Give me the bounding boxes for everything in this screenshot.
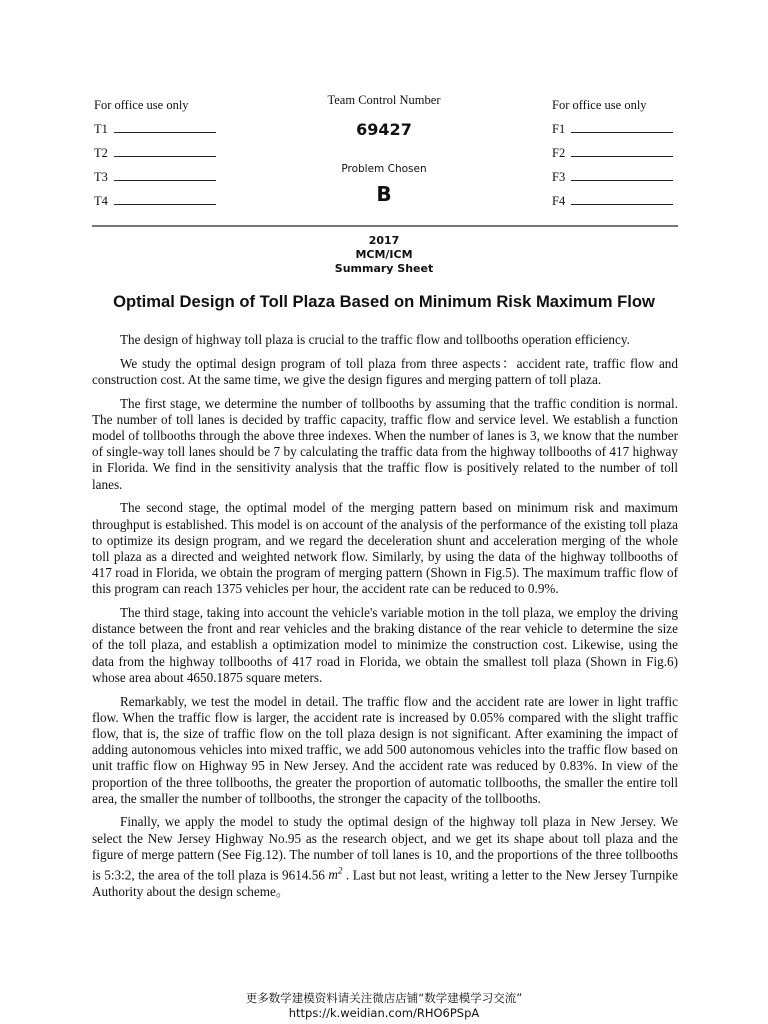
field-t3 <box>94 169 216 185</box>
paragraph-third-stage: The third stage, taking into account the vehicle's variable motion in the toll plaza, we employ the driving distance between the front and rear vehicles and the braking distance of the rear vehicle to determine the size of the toll plaza, and establish a optimization model to minimize the construction cost. Likewise, using the data from the highway tollbooths of 417 road in Florida, we obtain the smallest toll plaza (Shown in Fig.6) whose area about 4650.1875 square meters. <box>92 605 678 685</box>
field-t1-blank <box>114 121 216 133</box>
field-t1-label: T1 <box>94 122 108 136</box>
field-t2-label: T2 <box>94 146 108 160</box>
footer-promo-text: 更多数学建模资料请关注微店店铺“数学建模学习交流” <box>245 991 523 1005</box>
paragraph-conclusion <box>92 814 678 899</box>
field-t4-label: T4 <box>94 194 108 208</box>
field-f2-label: F2 <box>552 146 566 160</box>
paragraph-intro: The design of highway toll plaza is crucial to the traffic flow and tollbooths operation efficiency. <box>120 332 630 347</box>
field-t3-label: T3 <box>94 170 108 184</box>
field-t2 <box>94 145 216 161</box>
field-f4-blank <box>571 193 673 205</box>
field-f3-label: F3 <box>552 170 566 184</box>
area-unit-base: m <box>328 867 338 883</box>
area-unit-exponent: 2 <box>337 866 343 877</box>
contest-name: MCM/ICM <box>355 248 413 261</box>
field-t3-blank <box>114 169 216 181</box>
field-t4-blank <box>114 193 216 205</box>
footer-url[interactable]: https://k.weidian.com/RHO6PSpA <box>288 1006 480 1020</box>
field-f1-label: F1 <box>552 122 566 136</box>
problem-chosen-value: B <box>376 182 392 206</box>
contest-year: 2017 <box>368 234 400 247</box>
field-f3-blank <box>571 169 673 181</box>
paper-title: Optimal Design of Toll Plaza Based on Minimum Risk Maximum Flow <box>113 292 655 311</box>
left-office-title: For office use only <box>94 98 189 112</box>
field-f4 <box>552 193 673 209</box>
sheet-name: Summary Sheet <box>334 262 434 275</box>
field-f4-label: F4 <box>552 194 566 208</box>
paragraph-model-test: Remarkably, we test the model in detail. The traffic flow and the accident rate are lower in light traffic flow. When the traffic flow is larger, the accident rate is increased by 0.05% compared with the slight traffic flow, that is, the size of traffic flow on the toll plaza design is not significant. After examining the impact of adding autonomous vehicles into mixed traffic, we add 500 autonomous vehicles into the traffic flow based on unit traffic flow on Highway 95 in New Jersey. And the accident rate was reduced by 0.83%. In view of the proportion of the three tollbooths, the greater the proportion of automatic tollbooths, the smaller the entire toll area, the smaller the number of tollbooths, the stronger the capacity of the tollbooths. <box>92 693 678 806</box>
field-f3 <box>552 169 673 185</box>
team-control-label: Team Control Number <box>327 93 441 107</box>
conclusion-text-after: . Last but not least, writing a letter to the New Jersey Turnpike Authority about the design scheme。 <box>92 867 678 899</box>
summary-sheet-heading <box>0 234 768 276</box>
right-office-block <box>552 98 673 209</box>
problem-chosen-label: Problem Chosen <box>341 163 427 175</box>
area-unit <box>328 867 342 882</box>
field-f1 <box>552 121 673 137</box>
header-divider <box>92 225 678 227</box>
left-office-block <box>94 98 216 209</box>
paragraph-aspects: We study the optimal design program of toll plaza from three aspects：accident rate, traffic flow and construction cost. At the same time, we give the design figures and merging pattern of toll plaza. <box>92 355 678 387</box>
summary-body <box>92 332 678 907</box>
paragraph-first-stage: The first stage, we determine the number of tollbooths by assuming that the traffic condition is normal. The number of toll lanes is decided by traffic capacity, traffic flow and service level. We establish a function model of tollbooths through the above three indexes. When the number of lanes is 3, we know that the number of single-way toll lanes should be 7 by calculating the traffic data from the highway tollbooths of 417 highway in Florida. We find in the sensitivity analysis that the traffic flow is positively related to the number of toll lanes. <box>92 395 678 492</box>
right-office-title: For office use only <box>552 98 647 112</box>
field-t4 <box>94 193 216 209</box>
paragraph-second-stage: The second stage, the optimal model of the merging pattern based on minimum risk and maximum throughput is established. This model is on account of the analysis of the performance of the existing toll plaza to optimize its design program, and we regard the deceleration shunt and acceleration merging of the whole toll plaza as a directed and weighted network flow. Similarly, by using the data of the highway tollbooths of 417 road in Florida, we obtain the program of merging pattern (Shown in Fig.5). The maximum traffic flow of this program can reach 1375 vehicles per hour, the accident rate can be reduced to 0.9%. <box>92 500 678 597</box>
page-footer <box>0 991 768 1021</box>
conclusion-text-before: Finally, we apply the model to study the optimal design of the highway toll plaza in New Jersey. We select the New Jersey Highway No.95 as the research object, and we get its shape about toll plaza and the figure of merge pattern (See Fig.12). The number of toll lanes is 10, and the proportions of the three tollbooths is 5:3:2, the area of the toll plaza is 9614.56 <box>92 814 678 883</box>
field-t2-blank <box>114 145 216 157</box>
field-t1 <box>94 121 216 137</box>
field-f2-blank <box>571 145 673 157</box>
field-f2 <box>552 145 673 161</box>
team-control-number: 69427 <box>356 120 412 139</box>
field-f1-blank <box>571 121 673 133</box>
